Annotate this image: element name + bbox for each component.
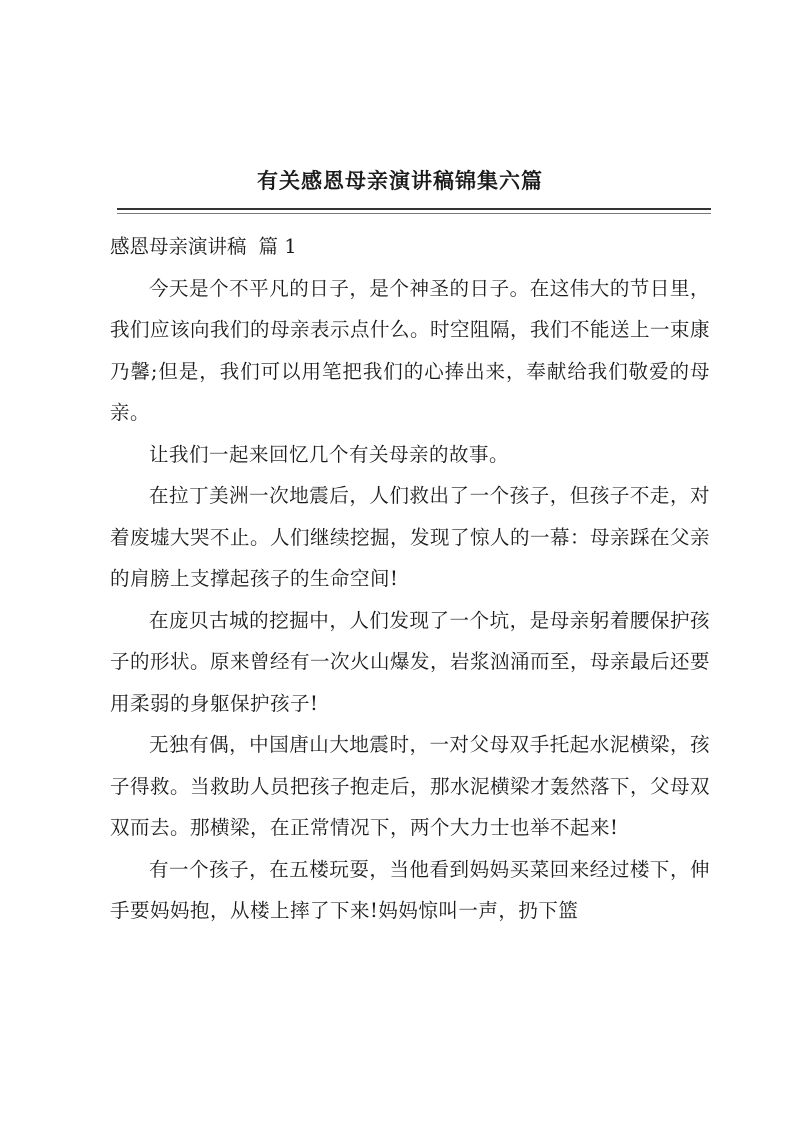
- title-divider: [117, 208, 711, 210]
- section-number: 篇 1: [258, 235, 297, 258]
- paragraph: 在拉丁美洲一次地震后，人们救出了一个孩子，但孩子不走，对着废墟大哭不止。人们继续挖掘，发现了惊人的一幕：母亲踩在父亲的肩膀上支撑起孩子的生命空间!: [110, 484, 711, 590]
- paragraph: 让我们一起来回忆几个有关母亲的故事。: [149, 442, 510, 466]
- paragraph: 无独有偶，中国唐山大地震时，一对父母双手托起水泥横梁，孩子得救。当救助人员把孩子抱走后，那水泥横梁才轰然落下，父母双双而去。那横梁，在正常情况下，两个大力士也举不起来!: [110, 733, 711, 839]
- section-heading: [110, 226, 710, 268]
- section-heading-text: 感恩母亲演讲稿: [110, 235, 247, 258]
- document-title: 有关感恩母亲演讲稿锦集六篇: [257, 168, 543, 193]
- paragraph: 在庞贝古城的挖掘中，人们发现了一个坑，是母亲躬着腰保护孩子的形状。原来曾经有一次火山爆发，岩浆汹涌而至，母亲最后还要用柔弱的身躯保护孩子!: [110, 608, 711, 715]
- document-body: [110, 226, 710, 932]
- paragraph: 今天是个不平凡的日子，是个神圣的日子。在这伟大的节日里，我们应该向我们的母亲表示点什么。时空阻隔，我们不能送上一束康乃馨;但是，我们可以用笔把我们的心捧出来，奉献给我们敬爱的母亲。: [110, 276, 711, 424]
- paragraph: 有一个孩子，在五楼玩耍，当他看到妈妈买菜回来经过楼下，伸手要妈妈抱，从楼上摔了下来!妈妈惊叫一声，扔下篮: [110, 857, 710, 922]
